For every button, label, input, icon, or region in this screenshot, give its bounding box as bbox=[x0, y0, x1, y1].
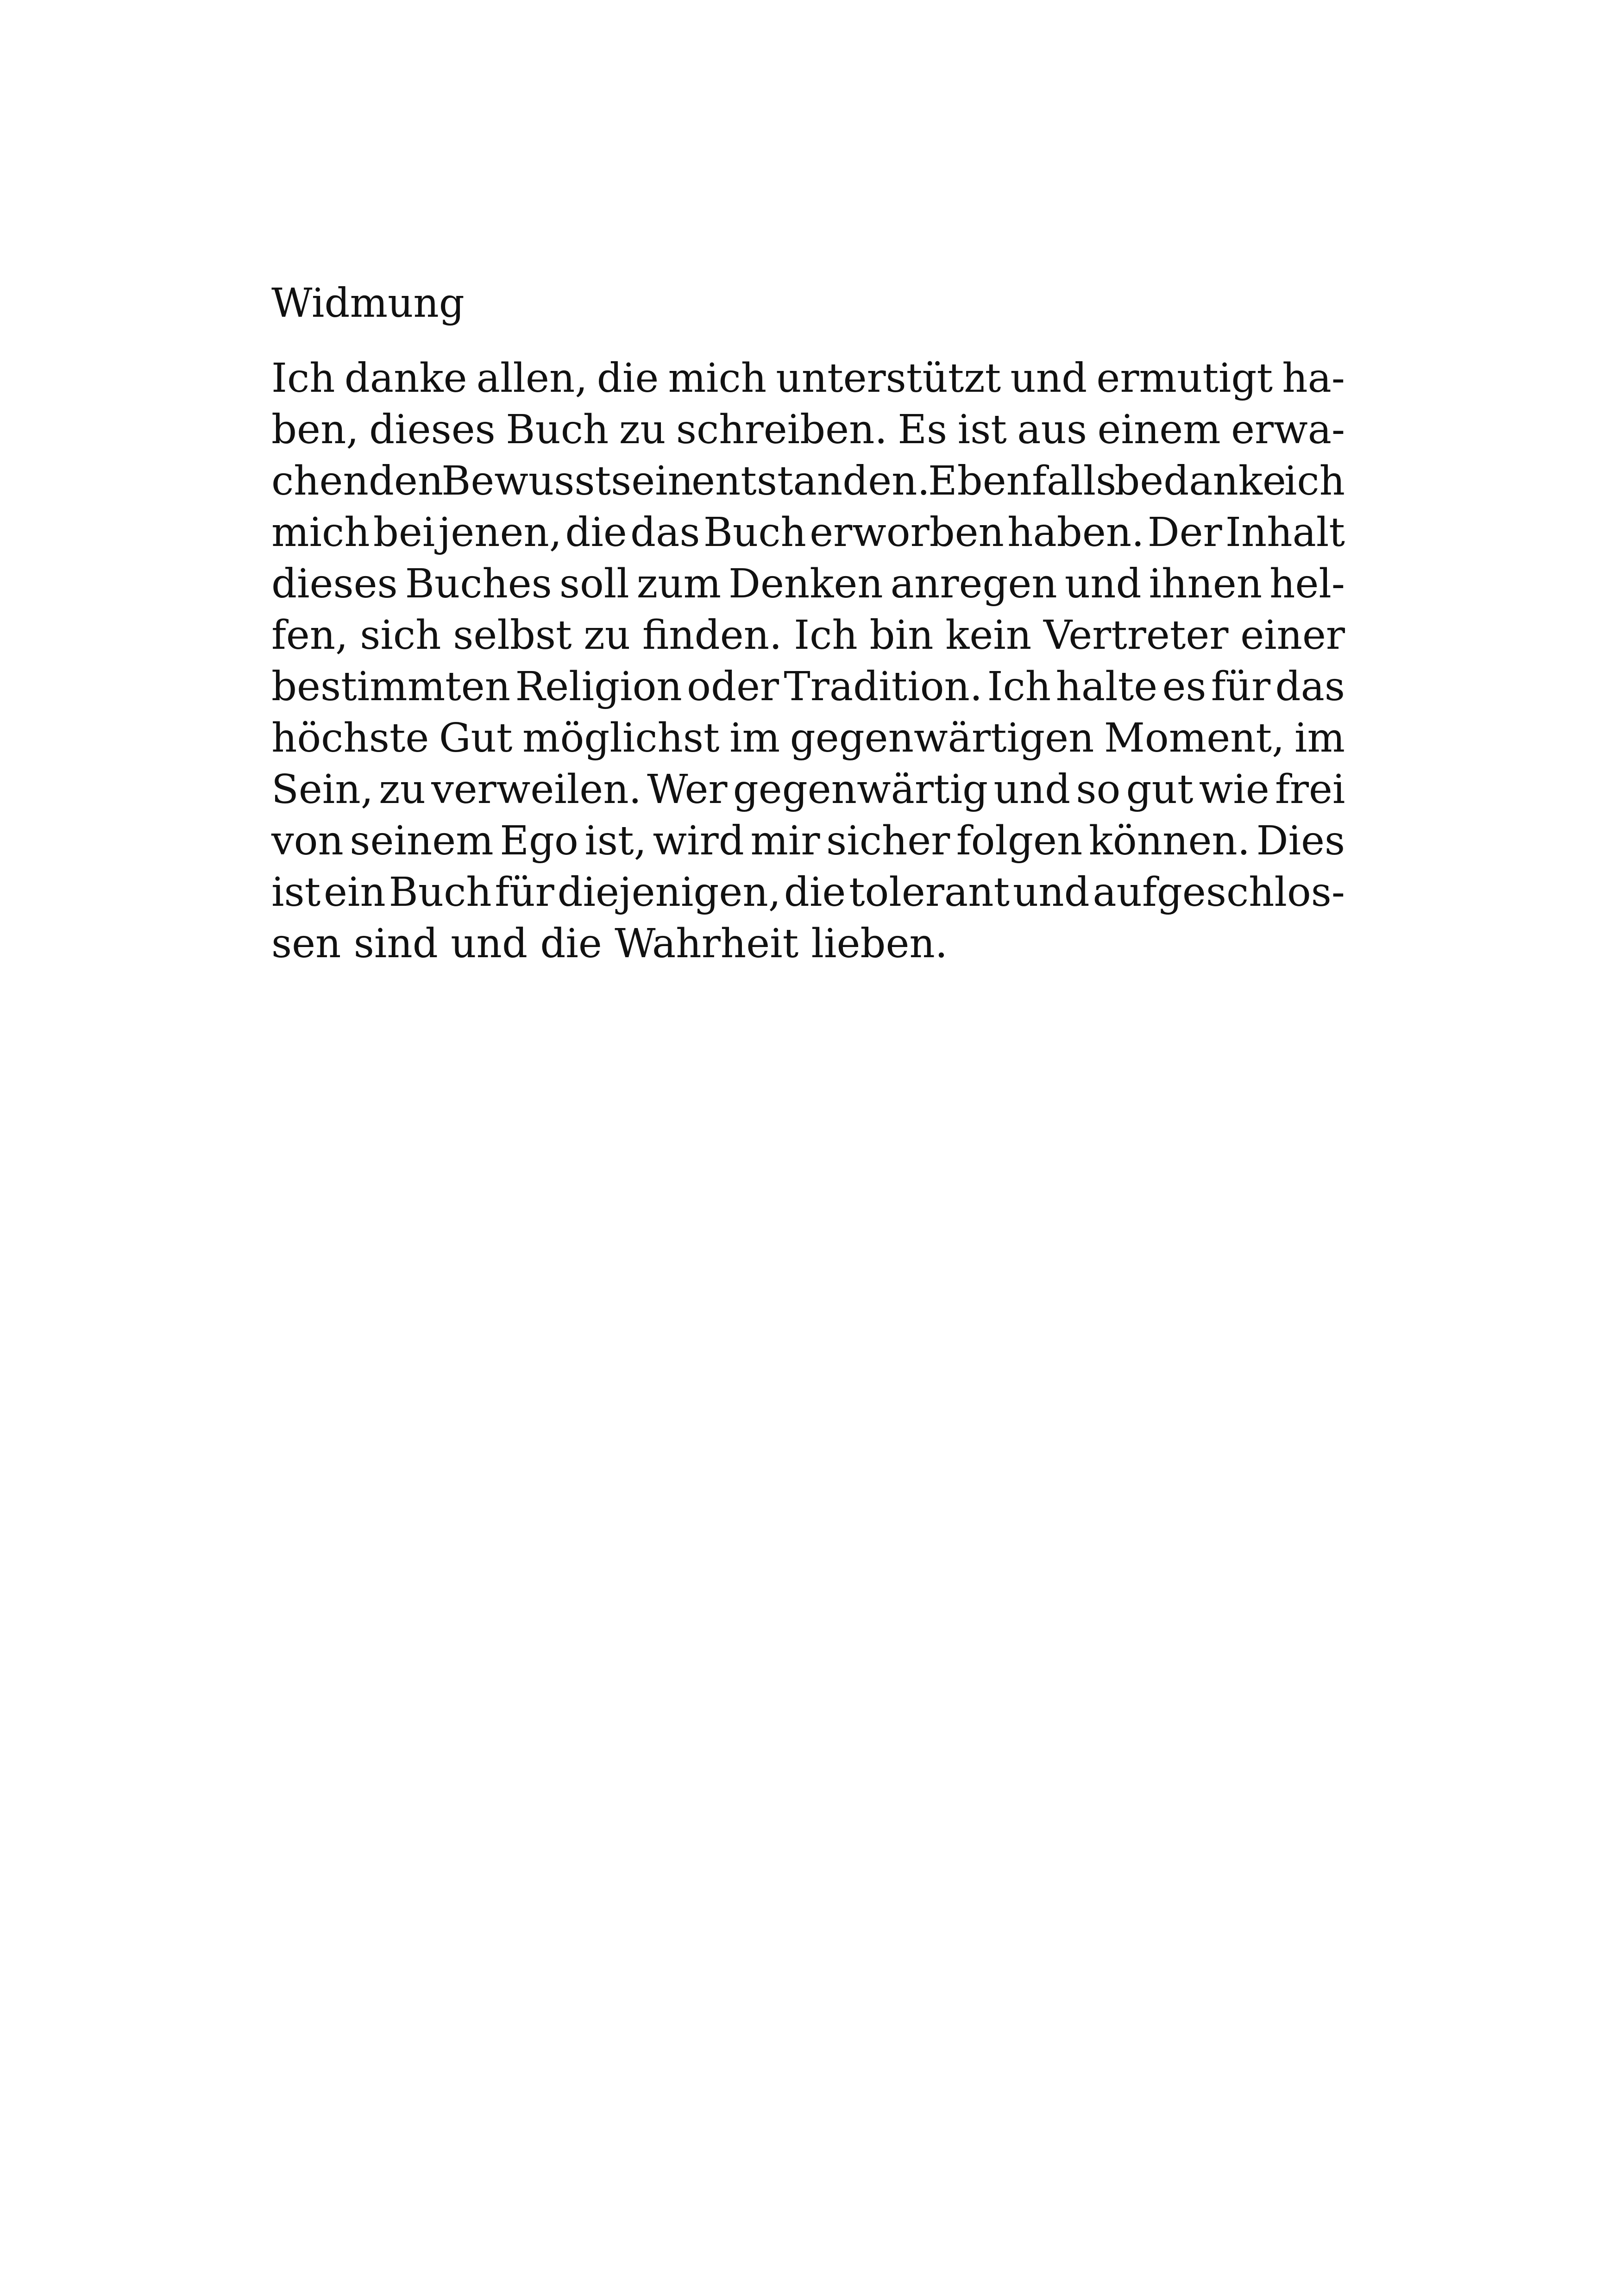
body-line-11: ist ein Buch für diejenigen, die tolerant und aufgeschlos- bbox=[271, 869, 1345, 916]
dedication-heading: Widmung bbox=[271, 280, 465, 326]
body-line-6: fen, sich selbst zu finden. Ich bin kein Vertreter einer bbox=[271, 612, 1345, 659]
body-line-5: dieses Buches soll zum Denken anregen und ihnen hel- bbox=[271, 561, 1345, 607]
body-line-7: bestimmten Religion oder Tradition. Ich halte es für das bbox=[271, 664, 1345, 710]
body-line-1: Ich danke allen, die mich unterstützt und ermutigt ha- bbox=[271, 355, 1345, 401]
body-line-2: ben, dieses Buch zu schreiben. Es ist aus einem erwa- bbox=[271, 407, 1345, 453]
dedication-section bbox=[271, 278, 1345, 970]
body-line-8: höchste Gut möglichst im gegenwärtigen Moment, im bbox=[271, 715, 1345, 761]
body-line-12: sen sind und die Wahrheit lieben. bbox=[271, 921, 948, 967]
body-line-9: Sein, zu verweilen. Wer gegenwärtig und so gut wie frei bbox=[271, 766, 1345, 813]
dedication-body bbox=[271, 353, 1345, 970]
body-line-4: mich bei jenen, die das Buch erworben haben. Der Inhalt bbox=[271, 509, 1345, 556]
body-line-3: chenden Bewusstsein entstanden. Ebenfalls bedanke ich bbox=[271, 458, 1345, 504]
body-line-10: von seinem Ego ist, wird mir sicher folgen können. Dies bbox=[271, 818, 1345, 864]
